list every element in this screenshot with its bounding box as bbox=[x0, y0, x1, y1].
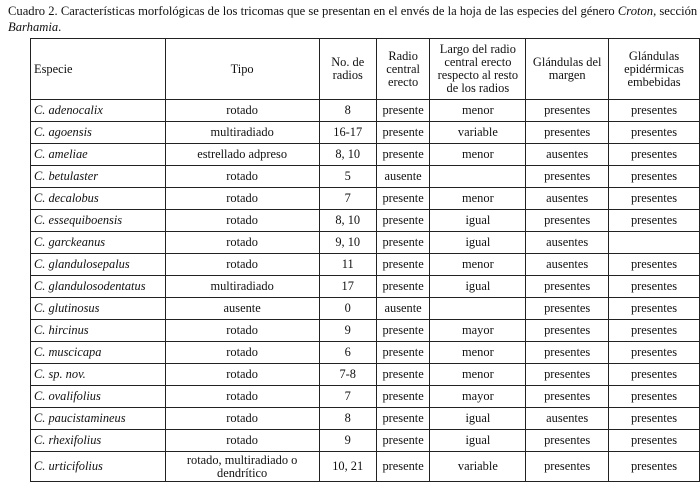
cell-especie: C. glandulosodentatus bbox=[31, 276, 166, 298]
cell-radio-central: presente bbox=[376, 408, 430, 430]
table-row bbox=[31, 144, 700, 166]
cell-especie: C. urticifolius bbox=[31, 452, 166, 482]
table-row bbox=[31, 320, 700, 342]
header-especie: Especie bbox=[31, 39, 166, 100]
table-body bbox=[31, 100, 700, 482]
cell-glandulas-margen: presentes bbox=[526, 364, 609, 386]
cell-radio-central: presente bbox=[376, 144, 430, 166]
cell-radio-central: ausente bbox=[376, 298, 430, 320]
cell-glandulas-epidermicas: presentes bbox=[609, 166, 700, 188]
cell-tipo: multiradiado bbox=[165, 122, 319, 144]
table-row bbox=[31, 386, 700, 408]
cell-no-radios: 8 bbox=[319, 100, 376, 122]
cell-glandulas-margen: presentes bbox=[526, 430, 609, 452]
cell-no-radios: 9 bbox=[319, 320, 376, 342]
cell-largo-radio: menor bbox=[430, 100, 526, 122]
cell-radio-central: presente bbox=[376, 386, 430, 408]
cell-especie: C. agoensis bbox=[31, 122, 166, 144]
cell-largo-radio: menor bbox=[430, 254, 526, 276]
table-row bbox=[31, 408, 700, 430]
cell-tipo: rotado bbox=[165, 232, 319, 254]
cell-glandulas-epidermicas: presentes bbox=[609, 188, 700, 210]
cell-especie: C. glandulosepalus bbox=[31, 254, 166, 276]
table-row bbox=[31, 276, 700, 298]
cell-largo-radio: variable bbox=[430, 122, 526, 144]
cell-radio-central: ausente bbox=[376, 166, 430, 188]
cell-no-radios: 5 bbox=[319, 166, 376, 188]
caption-section: Barhamia bbox=[8, 20, 59, 34]
header-glandulas-epidermicas: Glándulas epidérmicas embebidas bbox=[609, 39, 700, 100]
cell-largo-radio: menor bbox=[430, 364, 526, 386]
cell-glandulas-margen: presentes bbox=[526, 100, 609, 122]
cell-no-radios: 9 bbox=[319, 430, 376, 452]
cell-especie: C. garckeanus bbox=[31, 232, 166, 254]
cell-glandulas-margen: ausentes bbox=[526, 408, 609, 430]
header-row bbox=[31, 39, 700, 100]
table-row bbox=[31, 188, 700, 210]
cell-glandulas-margen: ausentes bbox=[526, 254, 609, 276]
cell-tipo: rotado bbox=[165, 408, 319, 430]
cell-glandulas-margen: presentes bbox=[526, 166, 609, 188]
cell-glandulas-epidermicas: presentes bbox=[609, 100, 700, 122]
cell-radio-central: presente bbox=[376, 430, 430, 452]
cell-no-radios: 6 bbox=[319, 342, 376, 364]
cell-glandulas-epidermicas: presentes bbox=[609, 122, 700, 144]
cell-glandulas-epidermicas: presentes bbox=[609, 386, 700, 408]
cell-tipo: rotado bbox=[165, 166, 319, 188]
cell-glandulas-margen: presentes bbox=[526, 342, 609, 364]
cell-tipo: rotado bbox=[165, 320, 319, 342]
cell-especie: C. glutinosus bbox=[31, 298, 166, 320]
cell-largo-radio: mayor bbox=[430, 386, 526, 408]
cell-especie: C. ovalifolius bbox=[31, 386, 166, 408]
caption-separator: , sección bbox=[653, 4, 698, 18]
cell-glandulas-margen: presentes bbox=[526, 320, 609, 342]
cell-tipo: rotado bbox=[165, 342, 319, 364]
cell-largo-radio: igual bbox=[430, 430, 526, 452]
cell-especie: C. decalobus bbox=[31, 188, 166, 210]
cell-glandulas-epidermicas: presentes bbox=[609, 144, 700, 166]
cell-glandulas-epidermicas: presentes bbox=[609, 298, 700, 320]
cell-tipo: ausente bbox=[165, 298, 319, 320]
cell-largo-radio: igual bbox=[430, 210, 526, 232]
header-largo-radio: Largo del radio central erecto respecto al resto de los radios bbox=[430, 39, 526, 100]
cell-largo-radio: menor bbox=[430, 342, 526, 364]
cell-tipo: rotado bbox=[165, 430, 319, 452]
header-radio-central: Radio central erecto bbox=[376, 39, 430, 100]
cell-largo-radio: igual bbox=[430, 408, 526, 430]
cell-no-radios: 9, 10 bbox=[319, 232, 376, 254]
table-row bbox=[31, 364, 700, 386]
cell-largo-radio: variable bbox=[430, 452, 526, 482]
cell-especie: C. rhexifolius bbox=[31, 430, 166, 452]
cell-no-radios: 10, 21 bbox=[319, 452, 376, 482]
cell-glandulas-epidermicas: presentes bbox=[609, 254, 700, 276]
caption-text: Cuadro 2. Características morfológicas de los tricomas que se presentan en el envés de la hoja de las especies del género bbox=[8, 4, 618, 18]
table-row bbox=[31, 210, 700, 232]
cell-glandulas-margen: presentes bbox=[526, 386, 609, 408]
cell-tipo: multiradiado bbox=[165, 276, 319, 298]
cell-no-radios: 8, 10 bbox=[319, 144, 376, 166]
caption-end: . bbox=[58, 20, 62, 34]
table-caption bbox=[8, 3, 698, 35]
cell-radio-central: presente bbox=[376, 364, 430, 386]
cell-no-radios: 17 bbox=[319, 276, 376, 298]
cell-radio-central: presente bbox=[376, 320, 430, 342]
cell-especie: C. hircinus bbox=[31, 320, 166, 342]
cell-glandulas-epidermicas: presentes bbox=[609, 342, 700, 364]
cell-glandulas-margen: ausentes bbox=[526, 188, 609, 210]
cell-largo-radio bbox=[430, 298, 526, 320]
cell-no-radios: 0 bbox=[319, 298, 376, 320]
cell-radio-central: presente bbox=[376, 122, 430, 144]
cell-especie: C. muscicapa bbox=[31, 342, 166, 364]
cell-glandulas-margen: presentes bbox=[526, 210, 609, 232]
cell-no-radios: 8, 10 bbox=[319, 210, 376, 232]
trichome-table bbox=[30, 38, 700, 482]
cell-largo-radio: igual bbox=[430, 276, 526, 298]
cell-tipo: rotado bbox=[165, 210, 319, 232]
cell-especie: C. sp. nov. bbox=[31, 364, 166, 386]
cell-largo-radio: menor bbox=[430, 188, 526, 210]
table-row bbox=[31, 452, 700, 482]
cell-glandulas-margen: presentes bbox=[526, 276, 609, 298]
cell-glandulas-epidermicas: presentes bbox=[609, 320, 700, 342]
cell-especie: C. betulaster bbox=[31, 166, 166, 188]
table-row bbox=[31, 254, 700, 276]
cell-especie: C. paucistamineus bbox=[31, 408, 166, 430]
table-row bbox=[31, 430, 700, 452]
cell-glandulas-epidermicas: presentes bbox=[609, 452, 700, 482]
cell-largo-radio bbox=[430, 166, 526, 188]
cell-radio-central: presente bbox=[376, 100, 430, 122]
cell-especie: C. adenocalix bbox=[31, 100, 166, 122]
cell-radio-central: presente bbox=[376, 452, 430, 482]
cell-glandulas-margen: ausentes bbox=[526, 144, 609, 166]
cell-glandulas-epidermicas: presentes bbox=[609, 408, 700, 430]
cell-radio-central: presente bbox=[376, 210, 430, 232]
table-row bbox=[31, 166, 700, 188]
cell-tipo: rotado bbox=[165, 386, 319, 408]
cell-glandulas-epidermicas: presentes bbox=[609, 276, 700, 298]
cell-tipo: rotado bbox=[165, 254, 319, 276]
cell-tipo: rotado bbox=[165, 188, 319, 210]
cell-no-radios: 11 bbox=[319, 254, 376, 276]
table-row bbox=[31, 298, 700, 320]
cell-no-radios: 8 bbox=[319, 408, 376, 430]
cell-largo-radio: menor bbox=[430, 144, 526, 166]
cell-especie: C. ameliae bbox=[31, 144, 166, 166]
cell-glandulas-margen: presentes bbox=[526, 452, 609, 482]
table-row bbox=[31, 342, 700, 364]
cell-especie: C. essequiboensis bbox=[31, 210, 166, 232]
cell-glandulas-epidermicas bbox=[609, 232, 700, 254]
cell-tipo: rotado, multiradiado o dendrítico bbox=[165, 452, 319, 482]
cell-radio-central: presente bbox=[376, 342, 430, 364]
cell-tipo: rotado bbox=[165, 100, 319, 122]
table-row bbox=[31, 232, 700, 254]
cell-no-radios: 7 bbox=[319, 386, 376, 408]
cell-largo-radio: igual bbox=[430, 232, 526, 254]
header-glandulas-margen: Glándulas del margen bbox=[526, 39, 609, 100]
cell-glandulas-epidermicas: presentes bbox=[609, 210, 700, 232]
cell-tipo: estrellado adpreso bbox=[165, 144, 319, 166]
cell-radio-central: presente bbox=[376, 232, 430, 254]
table-row bbox=[31, 100, 700, 122]
cell-glandulas-epidermicas: presentes bbox=[609, 430, 700, 452]
cell-glandulas-margen: presentes bbox=[526, 298, 609, 320]
cell-no-radios: 7 bbox=[319, 188, 376, 210]
cell-glandulas-margen: presentes bbox=[526, 122, 609, 144]
cell-largo-radio: mayor bbox=[430, 320, 526, 342]
header-tipo: Tipo bbox=[165, 39, 319, 100]
cell-radio-central: presente bbox=[376, 188, 430, 210]
cell-no-radios: 7-8 bbox=[319, 364, 376, 386]
cell-radio-central: presente bbox=[376, 254, 430, 276]
table-row bbox=[31, 122, 700, 144]
header-no-radios: No. de radios bbox=[319, 39, 376, 100]
cell-glandulas-margen: ausentes bbox=[526, 232, 609, 254]
caption-genus: Croton bbox=[617, 4, 654, 18]
cell-tipo: rotado bbox=[165, 364, 319, 386]
cell-no-radios: 16-17 bbox=[319, 122, 376, 144]
cell-glandulas-epidermicas: presentes bbox=[609, 364, 700, 386]
cell-radio-central: presente bbox=[376, 276, 430, 298]
